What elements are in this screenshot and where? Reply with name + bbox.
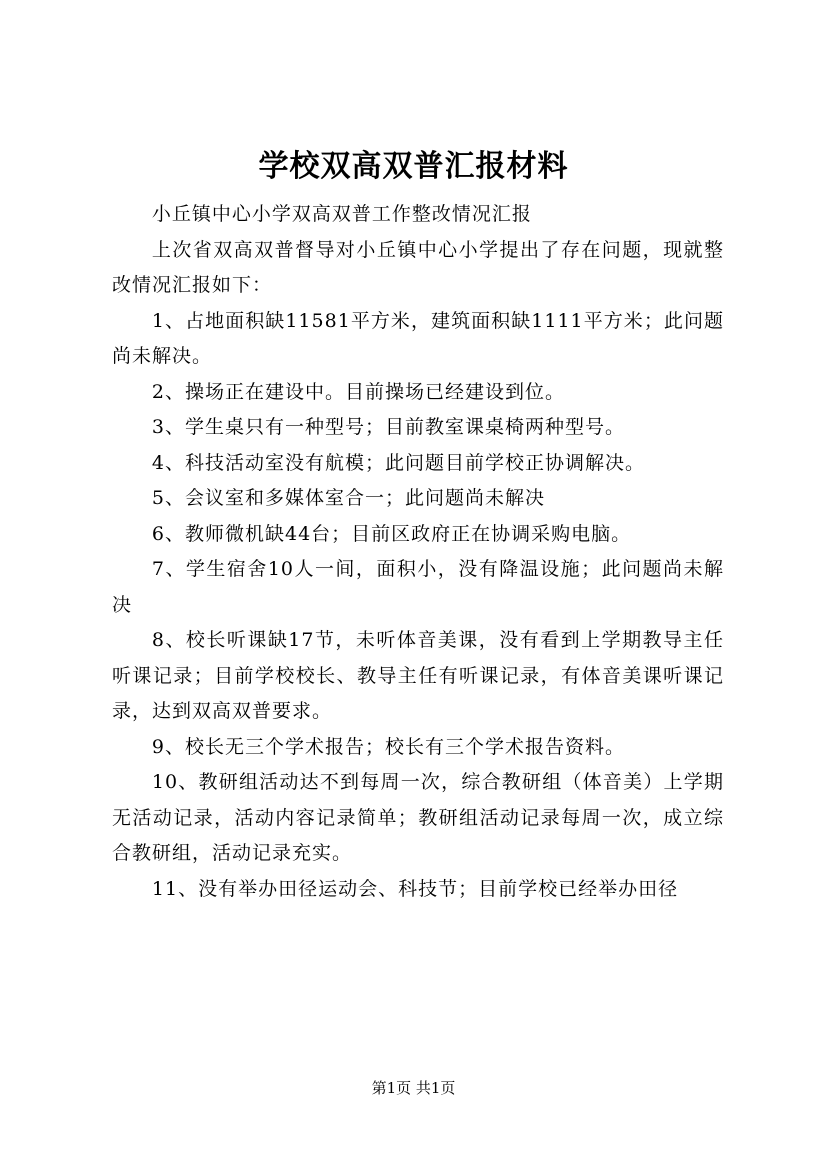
body-paragraph: 10、教研组活动达不到每周一次，综合教研组（体音美）上学期无活动记录，活动内容记录简单；教研组活动记录每周一次，成立综合教研组，活动记录充实。 — [112, 771, 724, 864]
body-paragraph: 6、教师微机缺44台；目前区政府正在协调采购电脑。 — [151, 522, 632, 545]
document-body — [112, 197, 724, 907]
body-paragraph: 小丘镇中心小学双高双普工作整改情况汇报 — [151, 203, 532, 225]
body-paragraph: 4、科技活动室没有航模；此问题目前学校正协调解决。 — [151, 451, 645, 474]
body-paragraph: 1、占地面积缺11581平方米，建筑面积缺1111平方米；此问题尚未解决。 — [112, 309, 724, 367]
body-paragraph: 8、校长听课缺17节，未听体音美课，没有看到上学期教导主任听课记录；目前学校校长、教导主任有听课记录，有体音美课听课记录，达到双高双普要求。 — [112, 629, 724, 722]
body-paragraph: 5、会议室和多媒体室合一；此问题尚未解决 — [151, 487, 545, 509]
body-paragraph: 9、校长无三个学术报告；校长有三个学术报告资料。 — [151, 735, 625, 758]
body-paragraph: 11、没有举办田径运动会、科技节；目前学校已经举办田径 — [151, 877, 679, 900]
body-paragraph: 2、操场正在建设中。目前操场已经建设到位。 — [151, 380, 565, 403]
document-title: 学校双高双普汇报材料 — [258, 149, 569, 184]
body-paragraph: 上次省双高双普督导对小丘镇中心小学提出了存在问题，现就整改情况汇报如下： — [112, 238, 724, 296]
body-paragraph: 3、学生桌只有一种型号；目前教室课桌椅两种型号。 — [151, 416, 625, 438]
page-footer: 第1页 共1页 — [371, 1079, 456, 1097]
body-paragraph: 7、学生宿舍10人一间，面积小，没有降温设施；此问题尚未解决 — [112, 558, 724, 616]
